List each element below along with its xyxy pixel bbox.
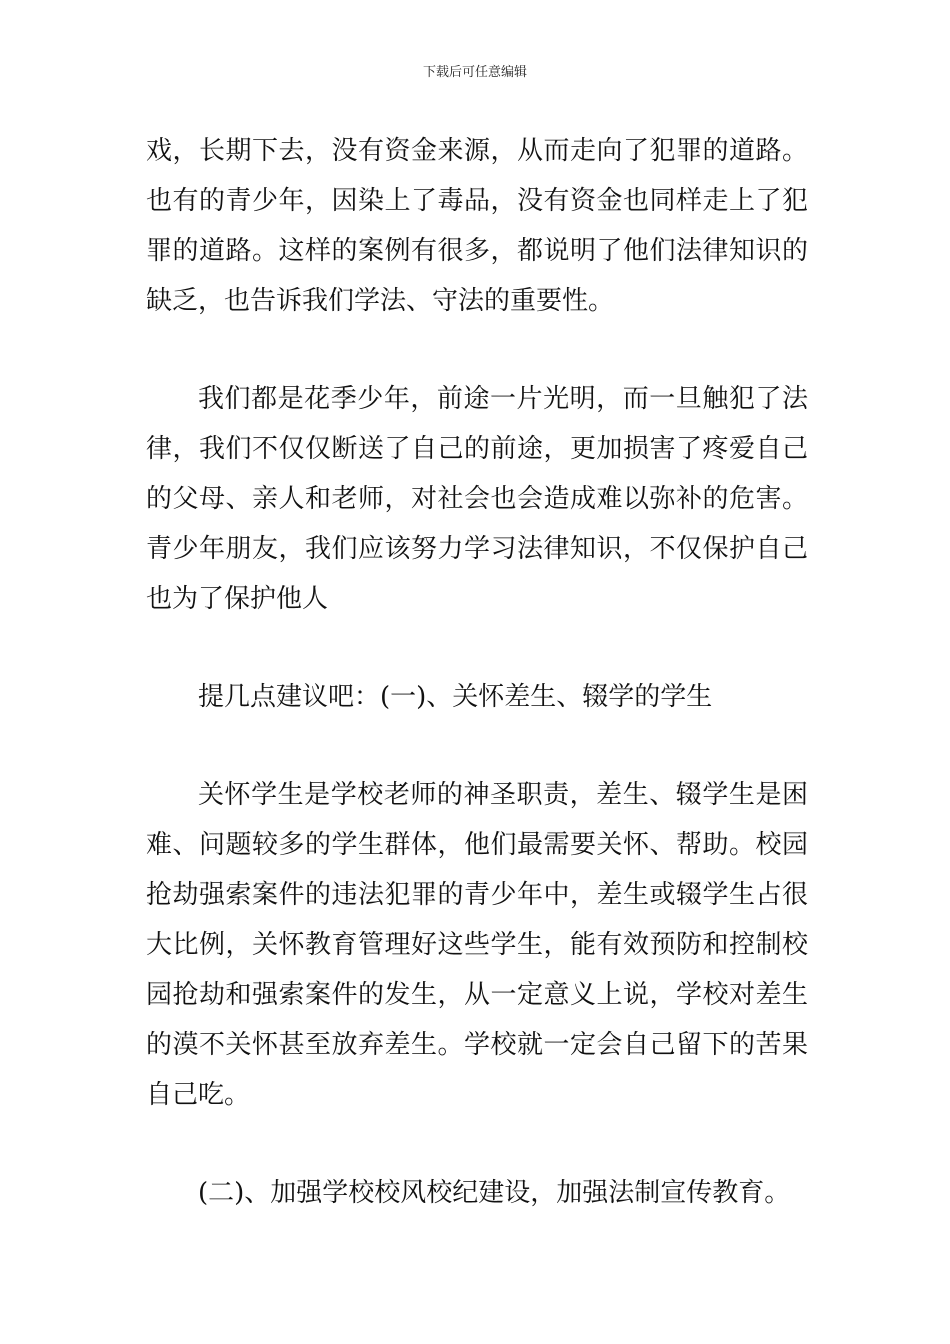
- paragraph-youth-future: 我们都是花季少年，前途一片光明，而一旦触犯了法律，我们不仅仅断送了自己的前途，更加损害了疼爱自己的父母、亲人和老师，对社会也会造成难以弥补的危害。青少年朋友，我们应该努力学习法律知识，不仅保护自己也为了保护他人: [146, 384, 808, 614]
- paragraph-suggestions-heading: 提几点建议吧：(一)、关怀差生、辍学的学生: [198, 682, 713, 712]
- paragraph-gap: [146, 722, 808, 770]
- paragraph-gap: [146, 624, 808, 672]
- document-body: [146, 126, 808, 1218]
- paragraph-second-suggestion: (二)、加强学校校风校纪建设，加强法制宣传教育。: [198, 1178, 791, 1208]
- paragraph-gap: [146, 326, 808, 374]
- paragraph-continuation: 戏，长期下去，没有资金来源，从而走向了犯罪的道路。也有的青少年，因染上了毒品，没有资金也同样走上了犯罪的道路。这样的案例有很多，都说明了他们法律知识的缺乏，也告诉我们学法、守法的重要性。: [146, 136, 808, 316]
- paragraph-gap: [146, 1120, 808, 1168]
- page-header: 下载后可任意编辑: [422, 65, 527, 80]
- paragraph-care-for-students: 关怀学生是学校老师的神圣职责，差生、辍学生是困难、问题较多的学生群体，他们最需要关怀、帮助。校园抢劫强索案件的违法犯罪的青少年中，差生或辍学生占很大比例，关怀教育管理好这些学生，能有效预防和控制校园抢劫和强索案件的发生，从一定意义上说，学校对差生的漠不关怀甚至放弃差生。学校就一定会自己留下的苦果自己吃。: [146, 780, 808, 1110]
